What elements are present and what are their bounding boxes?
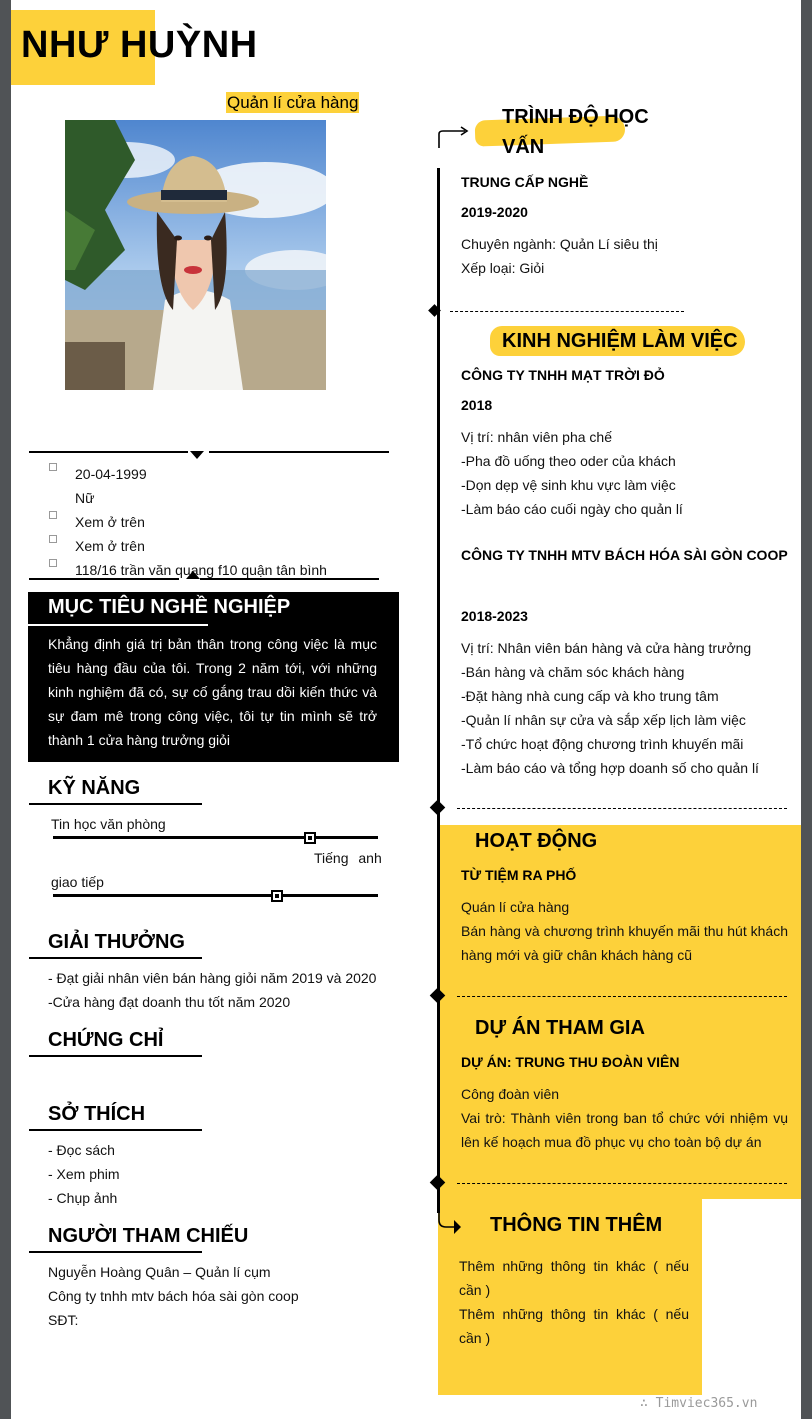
references-title: NGƯỜI THAM CHIẾU (48, 1225, 249, 1247)
job-line: -Làm báo cáo và tổng hợp doanh số cho quản lí (461, 760, 759, 776)
job-line: -Dọn dẹp vệ sinh khu vực làm việc (461, 477, 676, 493)
hobby-item: - Xem phim (48, 1166, 120, 1182)
job-line: Vị trí: nhân viên pha chế (461, 429, 612, 445)
hobby-item: - Chụp ảnh (48, 1190, 118, 1206)
job-line: -Đặt hàng nhà cung cấp và kho trung tâm (461, 688, 719, 704)
section-title: MỤC TIÊU NGHỀ NGHIỆP (48, 596, 291, 618)
gender: Nữ (75, 490, 95, 506)
divider (200, 578, 379, 580)
hobbies-list (48, 1138, 120, 1210)
awards-list (48, 966, 376, 1014)
skill-level-marker (271, 890, 283, 902)
education-line: Chuyên ngành: Quản Lí siêu thị (461, 236, 658, 252)
chevron-down-icon (190, 451, 204, 459)
objective-text: Khẳng định giá trị bản thân trong công việc là mục tiêu hàng đầu của tôi. Trong 2 năm tới, với những kinh nghiệm đã có, sự cố gắng trau dồi kiến thức và sự đam mê trong công việc, tôi tự tin mình sẽ trở thành 1 cửa hàng trưởng giỏi (48, 636, 377, 748)
section-underline (29, 1055, 202, 1057)
award-item: - Đạt giải nhân viên bán hàng giỏi năm 2019 và 2020 (48, 970, 377, 986)
dashed-divider (457, 808, 787, 809)
arrow-icon (437, 124, 469, 150)
section-underline (29, 1129, 202, 1131)
school-name: TRUNG CẤP NGHỀ (461, 174, 589, 190)
skill-bar (53, 894, 378, 897)
activity-desc: Bán hàng và chương trình khuyến mãi thu hút khách hàng mới và giữ chân khách hàng cũ (461, 923, 788, 963)
job-line: Vị trí: Nhân viên bán hàng và cửa hàng trưởng (461, 640, 752, 656)
extra-line: Thêm những thông tin khác ( nếu cần ) (459, 1306, 689, 1346)
job-line: -Quản lí nhân sự cửa và sắp xếp lịch làm việc (461, 712, 746, 728)
watermark: ∴ Timviec365.vn (640, 1396, 758, 1411)
job-line: -Pha đồ uống theo oder của khách (461, 453, 676, 469)
phone-icon (49, 511, 57, 519)
company-name: CÔNG TY TNHH MTV BÁCH HÓA SÀI GÒN COOP (461, 547, 788, 563)
dashed-divider (457, 1183, 787, 1184)
email: Xem ở trên (75, 538, 145, 554)
experience-title: KINH NGHIỆM LÀM VIỆC (502, 330, 738, 352)
timeline-node (430, 800, 446, 816)
education-title: TRÌNH ĐỘ HỌC VẤN (502, 106, 649, 158)
project-desc: Vai trò: Thành viên trong ban tổ chức với nhiệm vụ lên kế hoạch mua đồ phục vụ cho toàn bộ dự án (461, 1110, 788, 1150)
section-underline (29, 957, 202, 959)
skill-name: Tiếng anh (314, 850, 382, 866)
profile-photo (65, 120, 326, 390)
education-period: 2019-2020 (461, 204, 528, 220)
right-frame (801, 0, 812, 1419)
extra-title: THÔNG TIN THÊM (490, 1214, 663, 1236)
calendar-icon (49, 463, 57, 471)
section-underline (29, 803, 202, 805)
job-details (461, 425, 683, 521)
address: 118/16 trần văn quang f10 quận tân bình (75, 562, 327, 578)
activity-org: TỪ TIỆM RA PHỐ (461, 867, 577, 883)
skill-name: Tin học văn phòng (51, 816, 166, 832)
timeline-line (437, 168, 440, 1213)
divider (29, 578, 179, 580)
divider (209, 451, 389, 453)
full-name: NHƯ HUỲNH (21, 24, 258, 66)
skill-bar (53, 836, 378, 839)
company-name: CÔNG TY TNHH MẠT TRỜI ĐỎ (461, 367, 665, 383)
job-details (461, 636, 759, 780)
divider (29, 451, 188, 453)
education-line: Xếp loại: Giỏi (461, 260, 545, 276)
phone: Xem ở trên (75, 514, 145, 530)
certificates-title: CHỨNG CHỈ (48, 1029, 164, 1051)
extra-line: Thêm những thông tin khác ( nếu cần ) (459, 1258, 689, 1298)
job-title: Quản lí cửa hàng (227, 93, 359, 112)
section-underline (28, 624, 208, 626)
career-objective (28, 592, 399, 762)
job-period: 2018-2023 (461, 608, 528, 624)
activities-title: HOẠT ĐỘNG (475, 830, 598, 852)
email-icon (49, 535, 57, 543)
birth-date: 20-04-1999 (75, 466, 147, 482)
job-line: -Làm báo cáo cuối ngày cho quản lí (461, 501, 683, 517)
job-period: 2018 (461, 397, 493, 413)
skill-level-marker (304, 832, 316, 844)
dashed-divider (450, 311, 684, 312)
award-item: -Cửa hàng đạt doanh thu tốt năm 2020 (48, 994, 291, 1010)
awards-title: GIẢI THƯỞNG (48, 931, 185, 953)
left-frame (0, 0, 11, 1419)
hobbies-title: SỞ THÍCH (48, 1103, 146, 1125)
education-details (461, 232, 658, 280)
skill-name: giao tiếp (51, 874, 104, 890)
project-name: DỰ ÁN: TRUNG THU ĐOÀN VIÊN (461, 1054, 680, 1070)
project-client: Công đoàn viên (461, 1086, 560, 1102)
skills-title: KỸ NĂNG (48, 777, 141, 799)
arrow-icon (436, 1196, 466, 1238)
chevron-up-icon (186, 571, 200, 579)
reference-line: Công ty tnhh mtv bách hóa sài gòn coop (48, 1288, 299, 1304)
projects-title: DỰ ÁN THAM GIA (475, 1017, 645, 1039)
job-line: -Bán hàng và chăm sóc khách hàng (461, 664, 685, 680)
reference-line: SĐT: (48, 1312, 79, 1328)
activity-role: Quán lí cửa hàng (461, 899, 570, 915)
job-line: -Tổ chức hoạt động chương trình khuyến mãi (461, 736, 744, 752)
references-list (48, 1260, 299, 1332)
section-underline (29, 1251, 202, 1253)
hobby-item: - Đọc sách (48, 1142, 115, 1158)
reference-line: Nguyễn Hoàng Quân – Quản lí cụm (48, 1264, 271, 1280)
location-icon (49, 559, 57, 567)
personal-info (75, 462, 327, 582)
dashed-divider (457, 996, 787, 997)
